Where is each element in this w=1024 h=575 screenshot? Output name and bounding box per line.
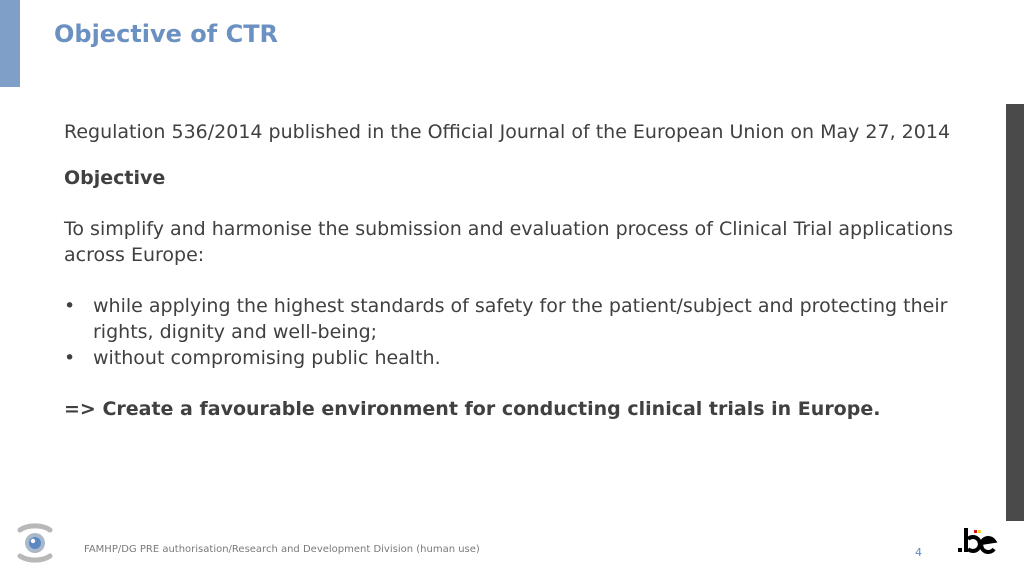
bullet-text: while applying the highest standards of safety for the patient/subject and protecting their rights, dignity and well-being; — [93, 295, 948, 343]
conclusion-text: => Create a favourable environment for conducting clinical trials in Europe. — [64, 398, 881, 420]
bullet-item — [64, 293, 954, 345]
famhp-logo-icon — [14, 516, 56, 568]
belgium-be-logo — [956, 526, 998, 556]
objective-heading: Objective — [64, 167, 166, 189]
bullet-list — [64, 293, 954, 371]
title-accent-bar — [0, 0, 20, 87]
right-side-bar — [1006, 104, 1024, 521]
footer-text: FAMHP/DG PRE authorisation/Research and Development Division (human use) — [84, 544, 480, 555]
bullet-marker: • — [64, 347, 76, 369]
bullet-item — [64, 345, 954, 371]
bullet-text: without compromising public health. — [93, 347, 441, 369]
regulation-text: Regulation 536/2014 published in the Official Journal of the European Union on May 27, 2014 — [64, 121, 951, 143]
bullet-marker: • — [64, 295, 76, 317]
objective-text: To simplify and harmonise the submission and evaluation process of Clinical Trial applications across Europe: — [64, 218, 954, 266]
slide-content — [64, 113, 954, 422]
slide-title: Objective of CTR — [54, 20, 279, 48]
page-number: 4 — [915, 546, 922, 559]
